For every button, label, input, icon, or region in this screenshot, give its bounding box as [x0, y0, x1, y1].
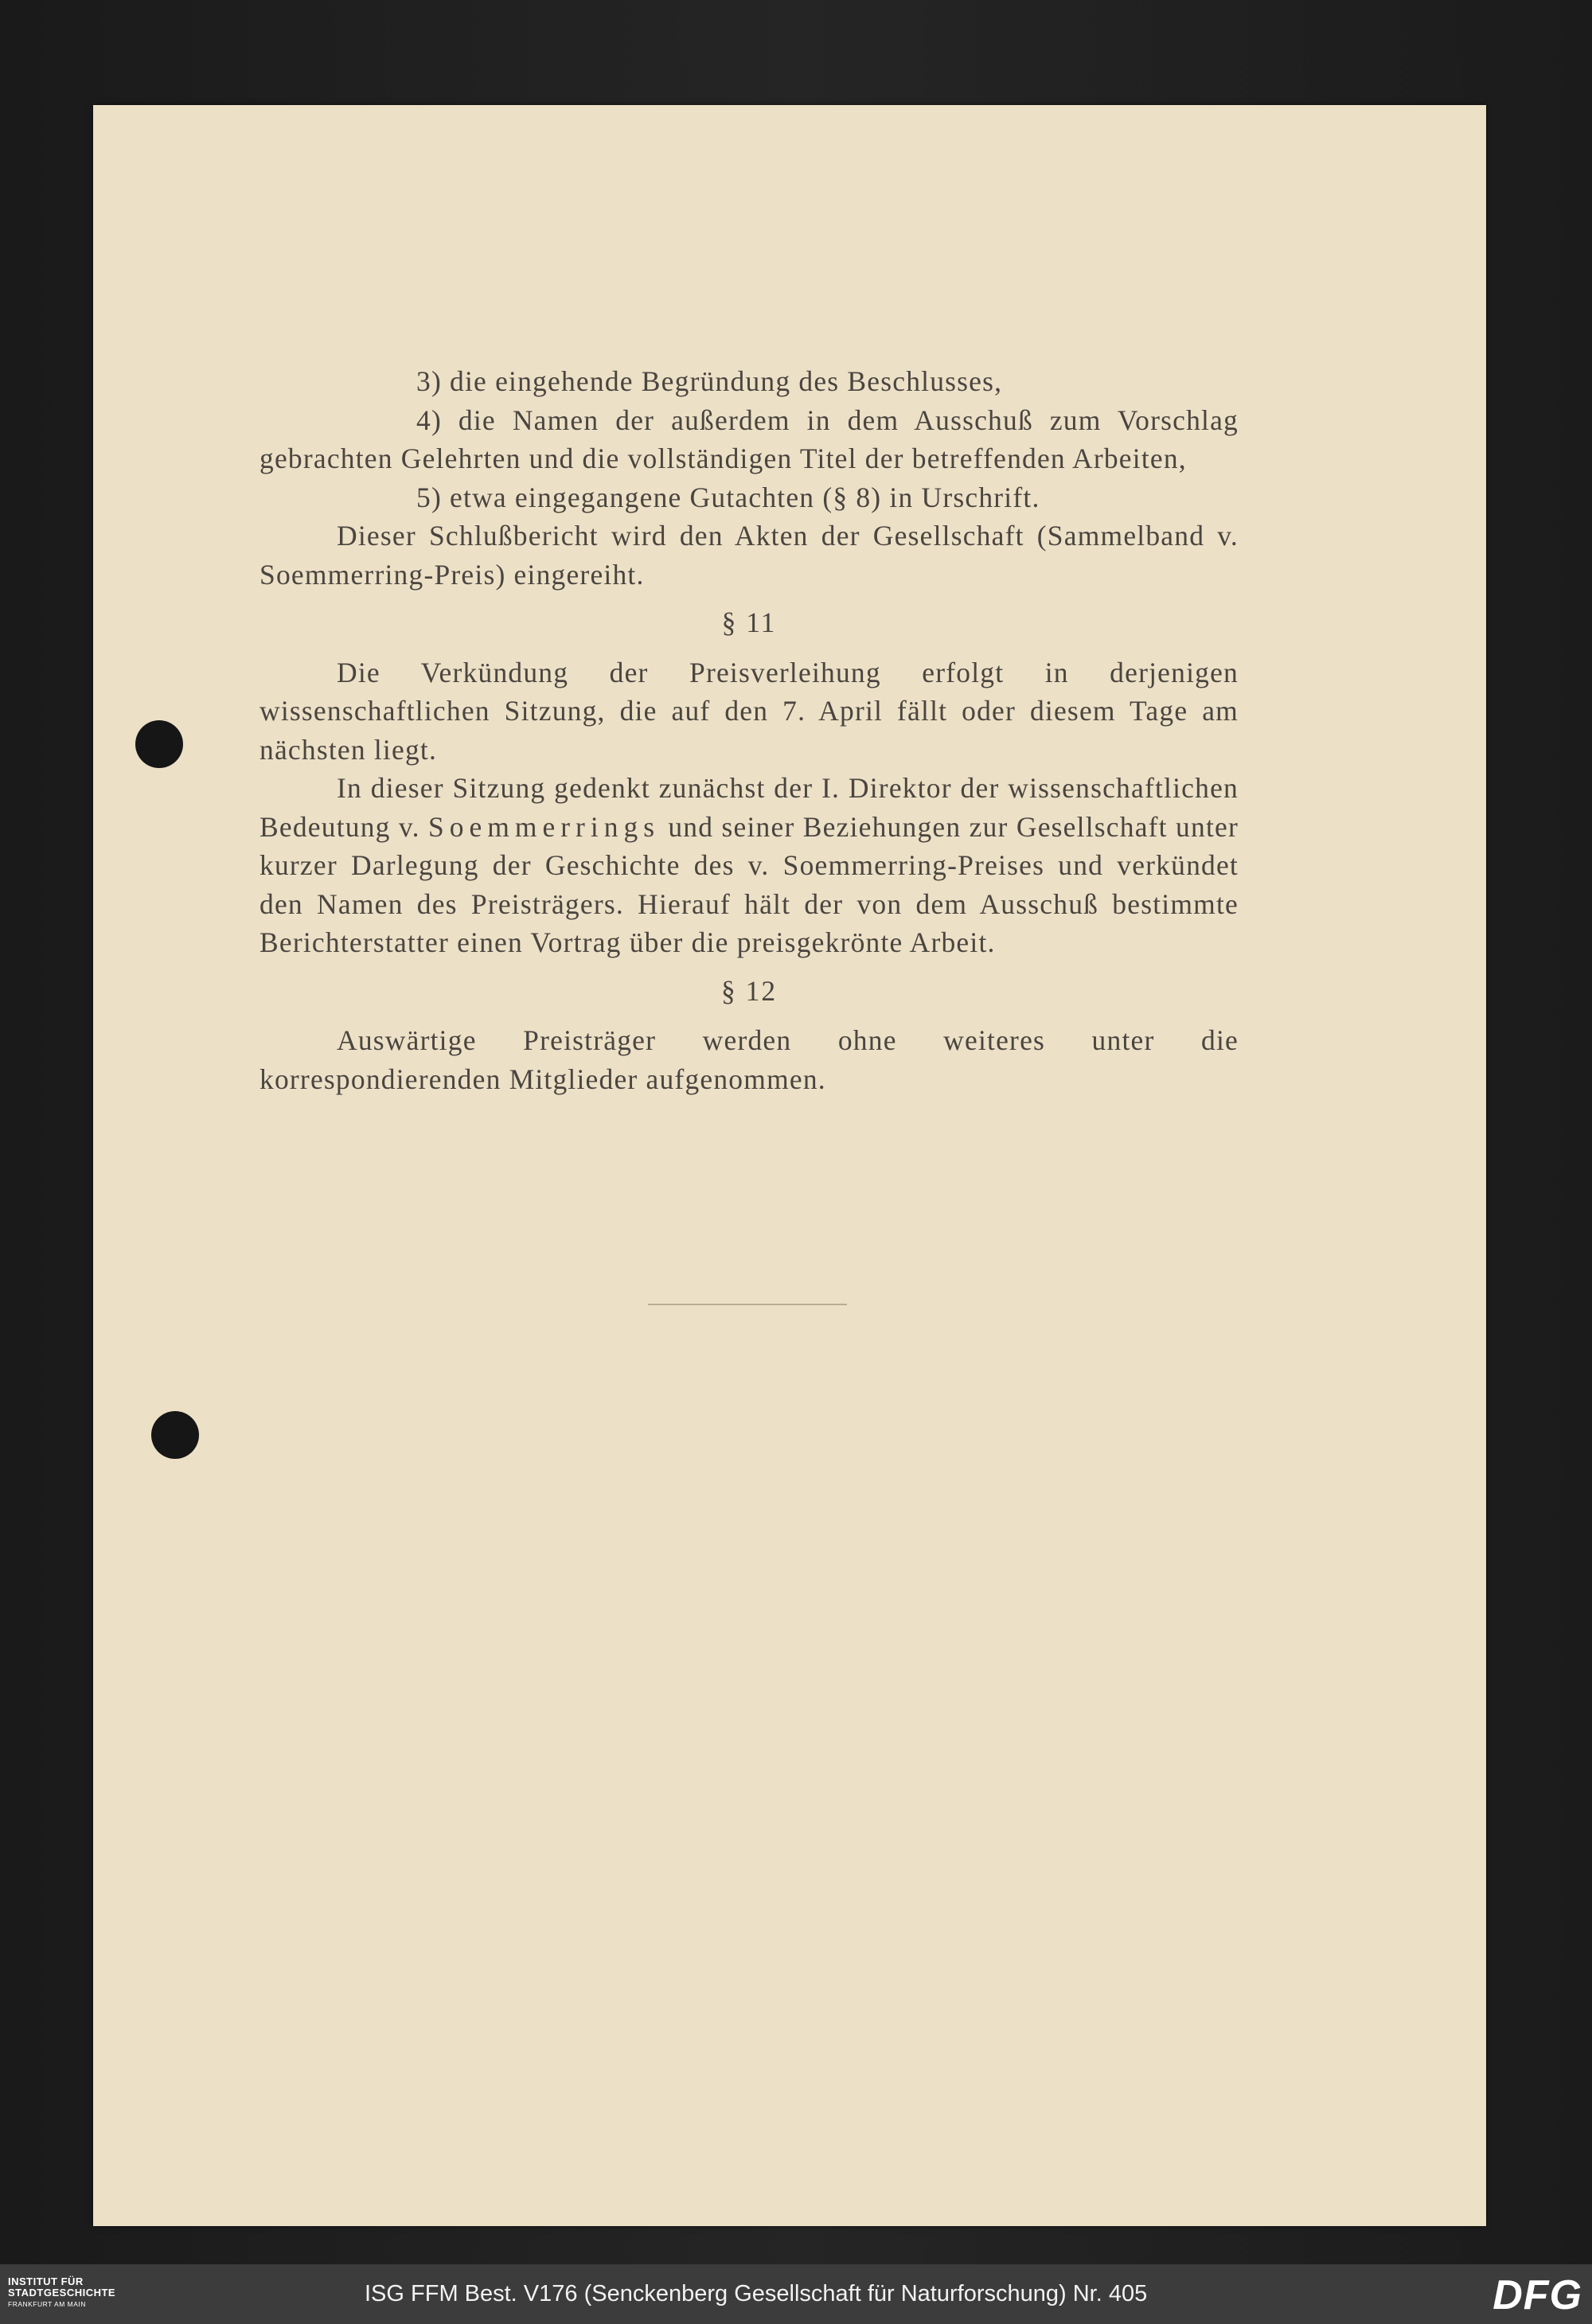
- punch-hole-bottom: [151, 1411, 199, 1459]
- list-item-4: 4) die Namen der außerdem in dem Ausschuß zum Vorschlag gebrachten Gelehrten und die vollständigen Titel der betreffenden Arbeiten,: [259, 404, 1239, 474]
- list-item-3: 3) die eingehende Begründung des Beschlusses,: [416, 365, 1003, 397]
- institute-logo-line3: FRANKFURT AM MAIN: [8, 2300, 86, 2308]
- closing-paragraph: Dieser Schlußbericht wird den Akten der Gesellschaft (Sammelband v. Soemmerring-Preis) eingereiht.: [259, 520, 1239, 591]
- institute-logo-line2: STADTGESCHICHTE: [8, 2287, 116, 2299]
- section-12-heading: § 12: [720, 974, 778, 1007]
- document-text: [259, 362, 1239, 1098]
- section-11-paragraph-2: [259, 769, 1239, 962]
- list-item-5: 5) etwa eingegangene Gutachten (§ 8) in Urschrift.: [416, 481, 1040, 513]
- section-11-p2-end: und seiner Beziehungen zur Gesellschaft unter kurzer Darlegung der Geschichte des v. Soemmerring-Preises und verkündet den Namen des Preisträgers. Hierauf hält der von dem Ausschuß bestimmte Berichterstatter einen Vortrag über die preisgekrönte Arbeit.: [259, 810, 1239, 958]
- separator-rule: [648, 1304, 847, 1305]
- institute-logo: [8, 2276, 115, 2310]
- archive-caption: ISG FFM Best. V176 (Senckenberg Gesellschaft für Naturforschung) Nr. 405: [365, 2281, 1148, 2306]
- archive-footer: [0, 2264, 1592, 2324]
- section-11-p2-start: In dieser Sitzung gedenkt zunächst der I. Direktor der wissenschaftlichen Bedeutung v.: [259, 772, 1239, 843]
- section-11-heading: § 11: [721, 606, 777, 638]
- section-12-paragraph-1: Auswärtige Preisträger werden ohne weiteres unter die korrespondierenden Mitglieder aufgenommen.: [259, 1024, 1239, 1095]
- soemmerring-spaced-name: Soemmerrings: [427, 810, 661, 843]
- punch-hole-top: [135, 720, 183, 768]
- dfg-logo: DFG: [1492, 2272, 1582, 2318]
- section-11-paragraph-1: Die Verkündung der Preisverleihung erfolgt in derjenigen wissenschaftlichen Sitzung, die auf den 7. April fällt oder diesem Tage am nächsten liegt.: [259, 656, 1239, 766]
- institute-logo-line1: INSTITUT FÜR: [8, 2275, 84, 2287]
